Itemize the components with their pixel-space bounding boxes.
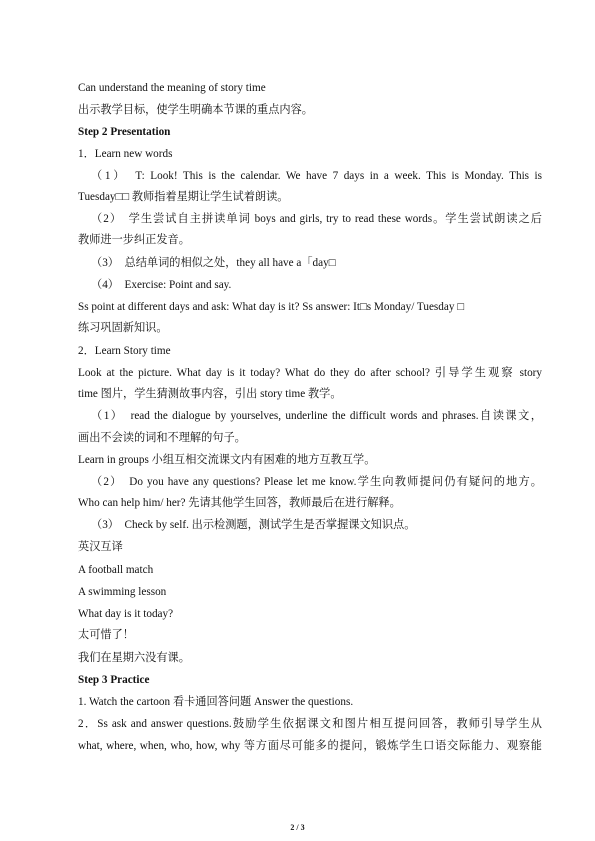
objective-note: 出示教学目标，使学生明确本节课的重点内容。 — [78, 104, 313, 116]
questions-cont: Who can help him/ her? 先请其他学生回答，教师最后在进行解释。 — [78, 497, 401, 509]
page-number: 2 / 3 — [290, 823, 305, 832]
translate-item-2: A swimming lesson — [78, 586, 167, 598]
translate-item-1: A football match — [78, 564, 154, 576]
self-check-line: （3） Check by self. 出示检测题，测试学生是否掌握课文知识点。 — [91, 519, 416, 531]
learn-story-heading: 2．Learn Story time — [78, 345, 171, 357]
activity-1-line: （1） T: Look! This is the calendar. We have 7 days in a week. This is Monday. This is — [91, 170, 542, 182]
practice-item-2-cont: what, where, when, who, how, why 等方面尽可能多的提问，锻炼学生口语交际能力、观察能 — [78, 740, 542, 752]
activity-2-line: （2） 学生尝试自主拼读单词 boys and girls, try to read these words。学生尝试朗读之后 — [91, 213, 542, 225]
activity-1-cont: Tuesday□□ 教师指着星期让学生试着朗读。 — [78, 191, 289, 203]
translate-item-3: What day is it today? — [78, 608, 174, 620]
translate-heading: 英汉互译 — [78, 541, 123, 553]
practice-item-1: 1. Watch the cartoon 看卡通回答问题 Answer the questions. — [78, 696, 354, 708]
translate-item-5: 我们在星期六没有课。 — [78, 652, 190, 664]
activity-2-cont: 教师进一步纠正发音。 — [78, 234, 190, 246]
translate-item-4: 太可惜了！ — [78, 629, 134, 641]
story-intro-cont: time 图片，学生猜测故事内容，引出 story time 教学。 — [78, 388, 342, 400]
step-3-heading: Step 3 Practice — [78, 674, 150, 686]
activity-3-line: （3） 总结单词的相似之处，they all have a「day□ — [91, 257, 336, 269]
story-intro-line: Look at the picture. What day is it today? What do they do after school? 引导学生观察 story — [78, 367, 542, 379]
questions-line: （2） Do you have any questions? Please let me know.学生向教师提问仍有疑问的地方。 — [91, 476, 542, 488]
learn-new-words-heading: 1．Learn new words — [78, 148, 173, 160]
practice-item-2: 2．Ss ask and answer questions.鼓励学生依据课文和图片相互提问回答，教师引导学生从 — [78, 718, 542, 730]
read-dialogue-line: （1） read the dialogue by yourselves, underline the difficult words and phrases.自读课文， — [91, 410, 542, 422]
group-learning-line: Learn in groups 小组互相交流课文内有困难的地方互教互学。 — [78, 454, 376, 466]
read-dialogue-cont: 画出不会读的词和不理解的句子。 — [78, 432, 246, 444]
pair-practice-line: Ss point at different days and ask: What day is it? Ss answer: It□s Monday/ Tuesday □ — [78, 301, 464, 313]
activity-4-line: （4） Exercise: Point and say. — [91, 279, 232, 291]
objective-line: Can understand the meaning of story time — [78, 82, 266, 94]
consolidate-line: 练习巩固新知识。 — [78, 322, 168, 334]
step-2-heading: Step 2 Presentation — [78, 126, 171, 138]
